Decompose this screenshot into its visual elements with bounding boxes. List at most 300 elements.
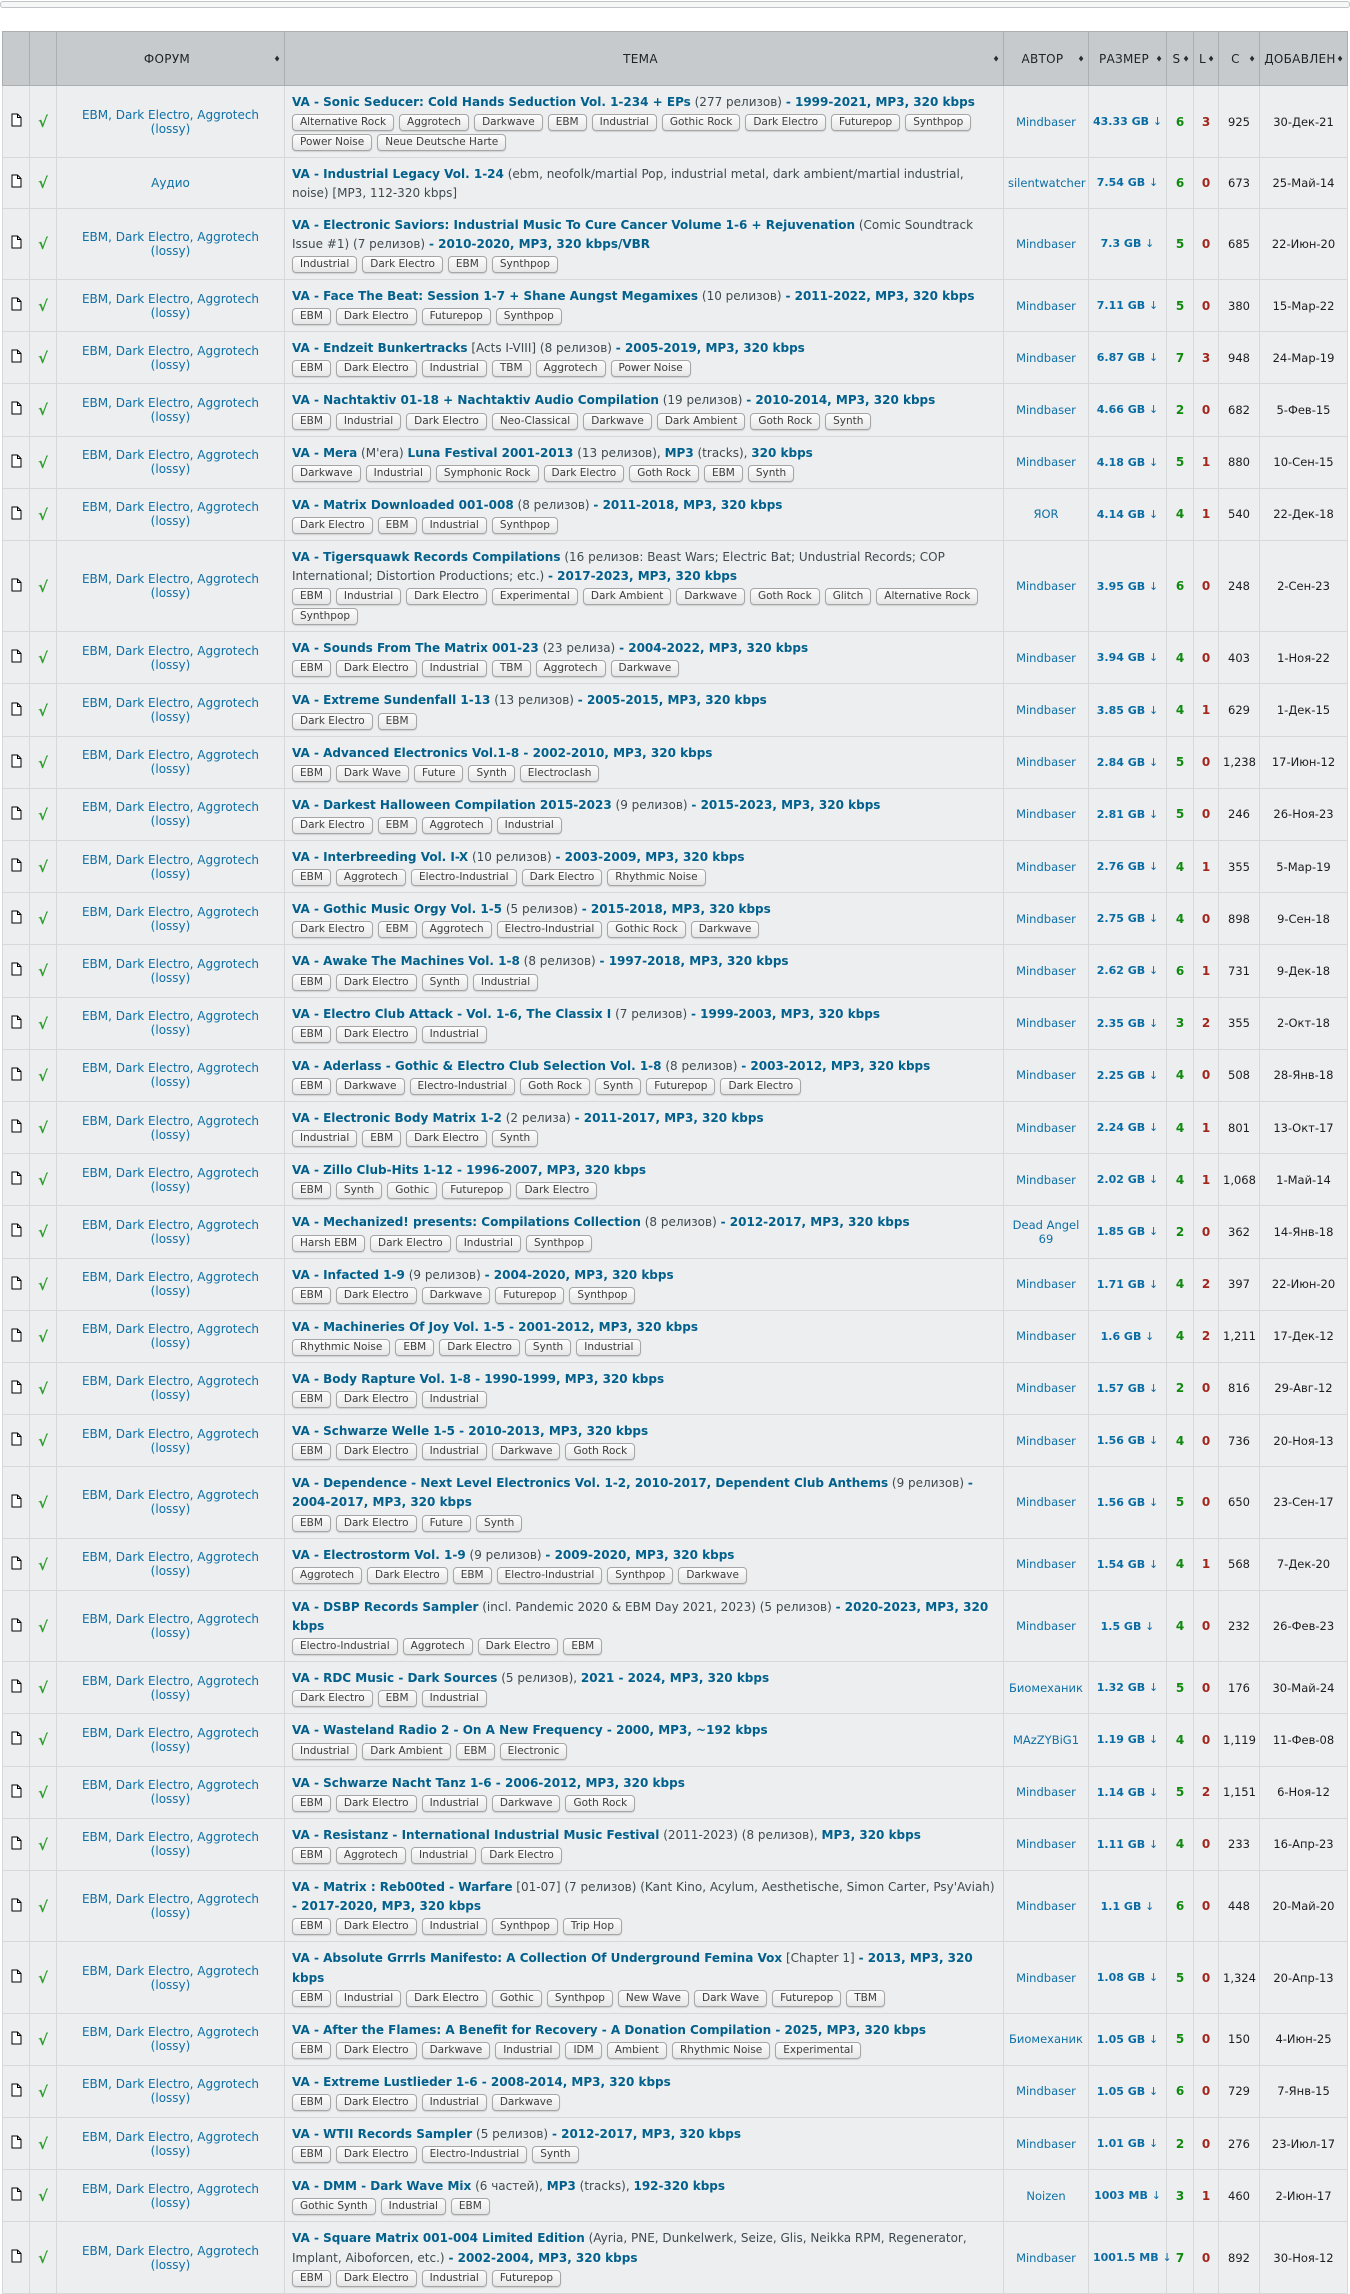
genre-tag[interactable]: Aggrotech	[536, 360, 606, 377]
torrent-file-icon[interactable]	[11, 113, 22, 127]
genre-tag[interactable]: Dark Electro	[336, 1026, 417, 1043]
torrent-file-icon[interactable]	[11, 1898, 22, 1912]
torrent-file-icon[interactable]	[11, 1171, 22, 1185]
header-replies-column[interactable]	[1219, 32, 1260, 86]
genre-tag[interactable]: Darkwave	[292, 465, 361, 482]
genre-tag[interactable]: Synth	[748, 465, 794, 482]
topic-link[interactable]	[292, 1163, 646, 1177]
genre-tag[interactable]: Darkwave	[492, 2094, 561, 2111]
download-size-link[interactable]: 1.56 GB ↓	[1096, 1434, 1159, 1448]
genre-tag[interactable]: EBM	[292, 1795, 331, 1812]
author-link[interactable]: Mindbaser	[1016, 1016, 1076, 1031]
topic-link[interactable]	[292, 1548, 734, 1562]
genre-tag[interactable]: Synthpop	[492, 256, 558, 273]
author-link[interactable]: Mindbaser	[1016, 1557, 1076, 1572]
genre-tag[interactable]: Rhythmic Noise	[672, 2042, 770, 2059]
forum-link[interactable]: EBM, Dark Electro, Aggrotech (lossy)	[81, 229, 260, 258]
genre-tag[interactable]: EBM	[456, 1743, 495, 1760]
download-size-link[interactable]: 1.85 GB ↓	[1096, 1225, 1159, 1239]
genre-tag[interactable]: Synthpop	[905, 114, 971, 131]
genre-tag[interactable]: Dark Electro	[544, 465, 625, 482]
forum-link[interactable]: EBM, Dark Electro, Aggrotech (lossy)	[81, 395, 260, 424]
genre-tag[interactable]: Synth	[492, 1130, 538, 1147]
topic-link[interactable]	[292, 446, 813, 460]
author-link[interactable]: Mindbaser	[1016, 579, 1076, 594]
genre-tag[interactable]: Electro-Industrial	[497, 1567, 603, 1584]
forum-link[interactable]: EBM, Dark Electro, Aggrotech (lossy)	[81, 448, 260, 477]
download-size-link[interactable]: 2.75 GB ↓	[1096, 912, 1159, 926]
genre-tag[interactable]: Synth	[422, 974, 468, 991]
forum-link[interactable]: EBM, Dark Electro, Aggrotech (lossy)	[81, 852, 260, 881]
genre-tag[interactable]: Industrial	[422, 1918, 487, 1935]
genre-tag[interactable]: Industrial	[292, 1130, 357, 1147]
author-link[interactable]: Mindbaser	[1016, 807, 1076, 822]
author-link[interactable]: Mindbaser	[1016, 350, 1076, 365]
genre-tag[interactable]: Dark Electro	[292, 1690, 373, 1707]
download-size-link[interactable]: 1.14 GB ↓	[1096, 1785, 1159, 1799]
download-size-link[interactable]: 2.84 GB ↓	[1096, 755, 1159, 769]
genre-tag[interactable]: Goth Rock	[629, 465, 699, 482]
genre-tag[interactable]: Dark Electro	[336, 1918, 417, 1935]
topic-link[interactable]	[292, 1059, 930, 1073]
download-size-link[interactable]: 7.3 GB ↓	[1100, 237, 1155, 251]
genre-tag[interactable]: EBM	[292, 1918, 331, 1935]
genre-tag[interactable]: Dark Electro	[406, 588, 487, 605]
genre-tag[interactable]: Futurepop	[646, 1078, 715, 1095]
forum-link[interactable]: EBM, Dark Electro, Aggrotech (lossy)	[81, 1830, 260, 1859]
author-link[interactable]: ЯОR	[1033, 507, 1059, 522]
download-size-link[interactable]: 3.94 GB ↓	[1096, 651, 1159, 665]
genre-tag[interactable]: Dark Ambient	[583, 588, 671, 605]
genre-tag[interactable]: Industrial	[422, 2094, 487, 2111]
topic-link[interactable]	[292, 498, 782, 512]
genre-tag[interactable]: Synthpop	[492, 1918, 558, 1935]
genre-tag[interactable]: Industrial	[381, 2198, 446, 2215]
genre-tag[interactable]: EBM	[292, 765, 331, 782]
forum-link[interactable]: EBM, Dark Electro, Aggrotech (lossy)	[81, 1374, 260, 1403]
genre-tag[interactable]: Industrial	[336, 413, 401, 430]
download-size-link[interactable]: 2.35 GB ↓	[1096, 1016, 1159, 1030]
torrent-file-icon[interactable]	[11, 702, 22, 716]
torrent-file-icon[interactable]	[11, 806, 22, 820]
genre-tag[interactable]: Industrial	[422, 660, 487, 677]
author-link[interactable]: Mindbaser	[1016, 1970, 1076, 1985]
genre-tag[interactable]: Darkwave	[422, 1287, 491, 1304]
author-link[interactable]: Mindbaser	[1016, 1619, 1076, 1633]
genre-tag[interactable]: Gothic Rock	[607, 921, 685, 938]
genre-tag[interactable]: EBM	[362, 1130, 401, 1147]
topic-link[interactable]	[292, 550, 945, 583]
forum-link[interactable]: EBM, Dark Electro, Aggrotech (lossy)	[81, 1113, 260, 1142]
sort-icon[interactable]: ♦	[1155, 54, 1163, 63]
genre-tag[interactable]: Goth Rock	[565, 1795, 635, 1812]
torrent-file-icon[interactable]	[11, 1223, 22, 1237]
genre-tag[interactable]: Neue Deutsche Harte	[377, 134, 506, 151]
genre-tag[interactable]: Synthpop	[547, 1990, 613, 2007]
genre-tag[interactable]: Dark Electro	[481, 1847, 562, 1864]
genre-tag[interactable]: Darkwave	[678, 1567, 747, 1584]
genre-tag[interactable]: Electro-Industrial	[422, 2146, 528, 2163]
genre-tag[interactable]: Darkwave	[336, 1078, 405, 1095]
forum-link[interactable]: EBM, Dark Electro, Aggrotech (lossy)	[81, 2129, 260, 2158]
header-leechers-column[interactable]	[1194, 32, 1219, 86]
forum-link[interactable]: EBM, Dark Electro, Aggrotech (lossy)	[81, 800, 260, 829]
genre-tag[interactable]: Future	[422, 1515, 471, 1532]
genre-tag[interactable]: Dark Electro	[370, 1235, 451, 1252]
genre-tag[interactable]: EBM	[453, 1567, 492, 1584]
download-size-link[interactable]: 1.19 GB ↓	[1096, 1733, 1159, 1747]
author-link[interactable]: Mindbaser	[1016, 963, 1076, 978]
torrent-file-icon[interactable]	[11, 1784, 22, 1798]
download-size-link[interactable]: 1.1 GB ↓	[1100, 1899, 1155, 1913]
forum-link[interactable]: EBM, Dark Electro, Aggrotech (lossy)	[81, 643, 260, 672]
genre-tag[interactable]: Experimental	[775, 2042, 861, 2059]
genre-tag[interactable]: Dark Electro	[336, 2270, 417, 2287]
genre-tag[interactable]: Futurepop	[492, 2270, 561, 2287]
genre-tag[interactable]: Industrial	[366, 465, 431, 482]
genre-tag[interactable]: Industrial	[473, 974, 538, 991]
genre-tag[interactable]: Synthpop	[492, 517, 558, 534]
topic-link[interactable]	[292, 1880, 995, 1913]
topic-link[interactable]	[292, 1951, 973, 1984]
torrent-file-icon[interactable]	[11, 1432, 22, 1446]
genre-tag[interactable]: EBM	[448, 256, 487, 273]
author-link[interactable]: MAzZYBiG1	[1012, 1732, 1080, 1747]
genre-tag[interactable]: EBM	[378, 921, 417, 938]
torrent-file-icon[interactable]	[11, 1836, 22, 1850]
genre-tag[interactable]: Futurepop	[422, 308, 491, 325]
topic-link[interactable]	[292, 1268, 674, 1282]
forum-link[interactable]: EBM, Dark Electro, Aggrotech (lossy)	[81, 572, 260, 601]
genre-tag[interactable]: Electro-Industrial	[497, 921, 603, 938]
genre-tag[interactable]: EBM	[378, 517, 417, 534]
sort-icon[interactable]: ♦	[1182, 54, 1190, 63]
genre-tag[interactable]: EBM	[292, 1515, 331, 1532]
genre-tag[interactable]: Aggrotech	[399, 114, 469, 131]
download-size-link[interactable]: 1.05 GB ↓	[1096, 2084, 1159, 2098]
genre-tag[interactable]: Synthpop	[569, 1287, 635, 1304]
author-link[interactable]: Mindbaser	[1016, 1381, 1076, 1396]
genre-tag[interactable]: Synthpop	[526, 1235, 592, 1252]
download-size-link[interactable]: 1.6 GB ↓	[1100, 1329, 1155, 1343]
forum-link[interactable]: EBM, Dark Electro, Aggrotech (lossy)	[81, 2243, 260, 2272]
download-size-link[interactable]: 4.66 GB ↓	[1096, 403, 1159, 417]
topic-link[interactable]	[292, 218, 973, 251]
genre-tag[interactable]: Dark Ambient	[362, 1743, 450, 1760]
author-link[interactable]: Mindbaser	[1016, 114, 1076, 129]
forum-link[interactable]: Аудио	[151, 175, 190, 190]
genre-tag[interactable]: Industrial	[336, 588, 401, 605]
genre-tag[interactable]: EBM	[292, 308, 331, 325]
genre-tag[interactable]: Dark Electro	[336, 308, 417, 325]
forum-link[interactable]: EBM, Dark Electro, Aggrotech (lossy)	[81, 343, 260, 372]
genre-tag[interactable]: Industrial	[422, 1795, 487, 1812]
topic-link[interactable]	[292, 1828, 921, 1842]
genre-tag[interactable]: Industrial	[292, 256, 357, 273]
genre-tag[interactable]: Electro-Industrial	[411, 869, 517, 886]
header-topic-column[interactable]	[285, 32, 1004, 86]
genre-tag[interactable]: Darkwave	[691, 921, 760, 938]
torrent-file-icon[interactable]	[11, 235, 22, 249]
genre-tag[interactable]: Darkwave	[422, 2042, 491, 2059]
genre-tag[interactable]: EBM	[292, 2146, 331, 2163]
torrent-file-icon[interactable]	[11, 1380, 22, 1394]
genre-tag[interactable]: Dark Electro	[367, 1567, 448, 1584]
download-size-link[interactable]: 1.08 GB ↓	[1096, 1971, 1159, 1984]
genre-tag[interactable]: Industrial	[422, 360, 487, 377]
genre-tag[interactable]: Electro-Industrial	[410, 1078, 516, 1095]
torrent-file-icon[interactable]	[11, 349, 22, 363]
genre-tag[interactable]: Industrial	[576, 1339, 641, 1356]
torrent-file-icon[interactable]	[11, 2249, 22, 2263]
torrent-file-icon[interactable]	[11, 506, 22, 520]
author-link[interactable]: Mindbaser	[1016, 650, 1076, 665]
forum-link[interactable]: EBM, Dark Electro, Aggrotech (lossy)	[81, 696, 260, 725]
forum-link[interactable]: EBM, Dark Electro, Aggrotech (lossy)	[81, 2025, 260, 2054]
genre-tag[interactable]: EBM	[292, 2094, 331, 2111]
author-link[interactable]: Mindbaser	[1016, 911, 1076, 926]
genre-tag[interactable]: EBM	[292, 2270, 331, 2287]
genre-tag[interactable]: EBM	[292, 360, 331, 377]
torrent-file-icon[interactable]	[11, 297, 22, 311]
author-link[interactable]: Mindbaser	[1016, 1068, 1076, 1083]
download-size-link[interactable]: 4.18 GB ↓	[1096, 455, 1159, 469]
author-link[interactable]: Mindbaser	[1016, 1837, 1076, 1852]
download-size-link[interactable]: 4.14 GB ↓	[1096, 507, 1159, 521]
topic-link[interactable]	[292, 2127, 741, 2141]
genre-tag[interactable]: Dark Electro	[336, 1391, 417, 1408]
genre-tag[interactable]: EBM	[563, 1638, 602, 1655]
genre-tag[interactable]: Futurepop	[772, 1990, 841, 2007]
genre-tag[interactable]: Gothic	[387, 1182, 437, 1199]
genre-tag[interactable]: Harsh EBM	[292, 1235, 365, 1252]
genre-tag[interactable]: Industrial	[411, 1847, 476, 1864]
genre-tag[interactable]: Synth	[825, 413, 871, 430]
topic-link[interactable]	[292, 693, 767, 707]
header-forum-column[interactable]	[57, 32, 285, 86]
author-link[interactable]: Биомеханик	[1009, 1680, 1083, 1695]
genre-tag[interactable]: Dark Electro	[292, 517, 373, 534]
author-link[interactable]: Mindbaser	[1016, 2136, 1076, 2151]
genre-tag[interactable]: Ambient	[607, 2042, 667, 2059]
author-link[interactable]: Mindbaser	[1016, 2084, 1076, 2099]
genre-tag[interactable]: Electronic	[500, 1743, 568, 1760]
genre-tag[interactable]: Dark Electro	[336, 2094, 417, 2111]
genre-tag[interactable]: Dark Electro	[406, 413, 487, 430]
sort-icon[interactable]: ♦	[992, 54, 1000, 63]
forum-link[interactable]: EBM, Dark Electro, Aggrotech (lossy)	[81, 291, 260, 320]
genre-tag[interactable]: Aggrotech	[536, 660, 606, 677]
author-link[interactable]: Dead Angel 69	[1012, 1217, 1080, 1246]
topic-link[interactable]	[292, 1600, 988, 1633]
top-horizontal-scrollbar[interactable]	[0, 1, 1350, 8]
torrent-file-icon[interactable]	[11, 1119, 22, 1133]
topic-link[interactable]	[292, 1723, 768, 1737]
genre-tag[interactable]: EBM	[292, 2042, 331, 2059]
forum-link[interactable]: EBM, Dark Electro, Aggrotech (lossy)	[81, 1165, 260, 1194]
torrent-file-icon[interactable]	[11, 2187, 22, 2201]
genre-tag[interactable]: Darkwave	[492, 1443, 561, 1460]
genre-tag[interactable]: Industrial	[422, 517, 487, 534]
download-size-link[interactable]: 2.25 GB ↓	[1096, 1068, 1159, 1082]
topic-link[interactable]	[292, 1320, 698, 1334]
genre-tag[interactable]: IDM	[565, 2042, 601, 2059]
torrent-file-icon[interactable]	[11, 1679, 22, 1693]
download-size-link[interactable]: 2.76 GB ↓	[1096, 860, 1159, 874]
torrent-file-icon[interactable]	[11, 1969, 22, 1983]
genre-tag[interactable]: EBM	[292, 1443, 331, 1460]
genre-tag[interactable]: Industrial	[456, 1235, 521, 1252]
forum-link[interactable]: EBM, Dark Electro, Aggrotech (lossy)	[81, 1488, 260, 1517]
author-link[interactable]: Биомеханик	[1009, 2032, 1083, 2047]
genre-tag[interactable]: Industrial	[495, 2042, 560, 2059]
genre-tag[interactable]: Industrial	[422, 1026, 487, 1043]
genre-tag[interactable]: EBM	[292, 1990, 331, 2007]
forum-link[interactable]: EBM, Dark Electro, Aggrotech (lossy)	[81, 2181, 260, 2210]
genre-tag[interactable]: Trip Hop	[563, 1918, 622, 1935]
forum-link[interactable]: EBM, Dark Electro, Aggrotech (lossy)	[81, 1892, 260, 1921]
forum-link[interactable]: EBM, Dark Electro, Aggrotech (lossy)	[81, 2077, 260, 2106]
author-link[interactable]: Mindbaser	[1016, 455, 1076, 470]
genre-tag[interactable]: New Wave	[618, 1990, 689, 2007]
genre-tag[interactable]: Synth	[595, 1078, 641, 1095]
download-size-link[interactable]: 1.71 GB ↓	[1096, 1277, 1159, 1291]
genre-tag[interactable]: EBM	[292, 1847, 331, 1864]
genre-tag[interactable]: Industrial	[422, 1690, 487, 1707]
genre-tag[interactable]: Gothic Synth	[292, 2198, 376, 2215]
genre-tag[interactable]: Dark Wave	[694, 1990, 767, 2007]
genre-tag[interactable]: Dark Electro	[336, 360, 417, 377]
genre-tag[interactable]: Dark Electro	[720, 1078, 801, 1095]
genre-tag[interactable]: Dark Electro	[336, 1287, 417, 1304]
genre-tag[interactable]: Darkwave	[676, 588, 745, 605]
genre-tag[interactable]: EBM	[292, 1287, 331, 1304]
forum-link[interactable]: EBM, Dark Electro, Aggrotech (lossy)	[81, 1270, 260, 1299]
topic-link[interactable]	[292, 902, 771, 916]
author-link[interactable]: Noizen	[1026, 2188, 1066, 2203]
torrent-file-icon[interactable]	[11, 2083, 22, 2097]
genre-tag[interactable]: Darkwave	[474, 114, 543, 131]
genre-tag[interactable]: Dark Electro	[336, 660, 417, 677]
author-link[interactable]: Mindbaser	[1016, 1899, 1076, 1914]
genre-tag[interactable]: Synth	[532, 2146, 578, 2163]
author-link[interactable]: Mindbaser	[1016, 755, 1076, 770]
download-size-link[interactable]: 3.95 GB ↓	[1096, 579, 1159, 593]
genre-tag[interactable]: Futurepop	[831, 114, 900, 131]
genre-tag[interactable]: Aggrotech	[336, 869, 406, 886]
genre-tag[interactable]: Darkwave	[583, 413, 652, 430]
genre-tag[interactable]: Dark Electro	[292, 713, 373, 730]
genre-tag[interactable]: Synthpop	[607, 1567, 673, 1584]
download-size-link[interactable]: 1.57 GB ↓	[1096, 1381, 1159, 1395]
genre-tag[interactable]: Industrial	[422, 1443, 487, 1460]
genre-tag[interactable]: EBM	[395, 1339, 434, 1356]
download-size-link[interactable]: 2.02 GB ↓	[1096, 1173, 1159, 1187]
genre-tag[interactable]: Synthpop	[496, 308, 562, 325]
sort-icon[interactable]: ♦	[1077, 54, 1085, 63]
genre-tag[interactable]: EBM	[292, 588, 331, 605]
author-link[interactable]: Mindbaser	[1016, 1277, 1076, 1292]
genre-tag[interactable]: Goth Rock	[750, 588, 820, 605]
download-size-link[interactable]: 1003 MB ↓	[1094, 2189, 1161, 2203]
download-size-link[interactable]: 43.33 GB ↓	[1093, 115, 1163, 129]
genre-tag[interactable]: EBM	[292, 1391, 331, 1408]
torrent-file-icon[interactable]	[11, 910, 22, 924]
author-link[interactable]: Mindbaser	[1016, 236, 1076, 251]
topic-link[interactable]	[292, 167, 964, 200]
download-size-link[interactable]: 1.01 GB ↓	[1096, 2137, 1159, 2151]
topic-link[interactable]	[292, 641, 808, 655]
genre-tag[interactable]: Dark Electro	[522, 869, 603, 886]
forum-link[interactable]: EBM, Dark Electro, Aggrotech (lossy)	[81, 1322, 260, 1351]
genre-tag[interactable]: Industrial	[422, 2270, 487, 2287]
forum-link[interactable]: EBM, Dark Electro, Aggrotech (lossy)	[81, 1550, 260, 1579]
torrent-file-icon[interactable]	[11, 2135, 22, 2149]
genre-tag[interactable]: Dark Electro	[336, 2146, 417, 2163]
torrent-file-icon[interactable]	[11, 578, 22, 592]
genre-tag[interactable]: Dark Electro	[336, 2042, 417, 2059]
torrent-file-icon[interactable]	[11, 1556, 22, 1570]
torrent-file-icon[interactable]	[11, 174, 22, 188]
genre-tag[interactable]: Dark Wave	[336, 765, 409, 782]
genre-tag[interactable]: Industrial	[292, 1743, 357, 1760]
genre-tag[interactable]: Industrial	[592, 114, 657, 131]
genre-tag[interactable]: EBM	[292, 974, 331, 991]
forum-link[interactable]: EBM, Dark Electro, Aggrotech (lossy)	[81, 1217, 260, 1246]
genre-tag[interactable]: Dark Electro	[478, 1638, 559, 1655]
torrent-file-icon[interactable]	[11, 1494, 22, 1508]
genre-tag[interactable]: Dark Electro	[336, 1795, 417, 1812]
genre-tag[interactable]: Gothic Rock	[662, 114, 740, 131]
topic-link[interactable]	[292, 95, 975, 109]
download-size-link[interactable]: 3.85 GB ↓	[1096, 703, 1159, 717]
genre-tag[interactable]: Dark Electro	[516, 1182, 597, 1199]
genre-tag[interactable]: Goth Rock	[520, 1078, 590, 1095]
topic-link[interactable]	[292, 1215, 910, 1229]
genre-tag[interactable]: Dark Electro	[362, 256, 443, 273]
genre-tag[interactable]: Dark Electro	[292, 921, 373, 938]
sort-icon[interactable]: ♦	[1207, 54, 1215, 63]
sort-icon[interactable]: ♦	[1336, 54, 1344, 63]
genre-tag[interactable]: Experimental	[492, 588, 578, 605]
author-link[interactable]: Mindbaser	[1016, 402, 1076, 417]
topic-link[interactable]	[292, 2023, 926, 2037]
author-link[interactable]: Mindbaser	[1016, 1785, 1076, 1800]
topic-link[interactable]	[292, 954, 789, 968]
download-size-link[interactable]: 1.54 GB ↓	[1096, 1557, 1159, 1571]
download-size-link[interactable]: 1.11 GB ↓	[1096, 1837, 1159, 1851]
topic-link[interactable]	[292, 2179, 725, 2193]
torrent-file-icon[interactable]	[11, 1015, 22, 1029]
genre-tag[interactable]: Industrial	[497, 817, 562, 834]
download-size-link[interactable]: 2.81 GB ↓	[1096, 807, 1159, 821]
author-link[interactable]: silentwatcher	[1008, 175, 1086, 190]
header-size-column[interactable]	[1089, 32, 1167, 86]
torrent-file-icon[interactable]	[11, 1067, 22, 1081]
forum-link[interactable]: EBM, Dark Electro, Aggrotech (lossy)	[81, 1778, 260, 1807]
download-size-link[interactable]: 7.11 GB ↓	[1096, 299, 1159, 313]
author-link[interactable]: Mindbaser	[1016, 1172, 1076, 1187]
forum-link[interactable]: EBM, Dark Electro, Aggrotech (lossy)	[81, 1673, 260, 1702]
topic-link[interactable]	[292, 1111, 764, 1125]
topic-link[interactable]	[292, 393, 935, 407]
topic-link[interactable]	[292, 1776, 685, 1790]
torrent-file-icon[interactable]	[11, 858, 22, 872]
genre-tag[interactable]: EBM	[292, 1026, 331, 1043]
download-size-link[interactable]: 1.05 GB ↓	[1096, 2032, 1159, 2046]
genre-tag[interactable]: Dark Ambient	[657, 413, 745, 430]
topic-link[interactable]	[292, 798, 880, 812]
